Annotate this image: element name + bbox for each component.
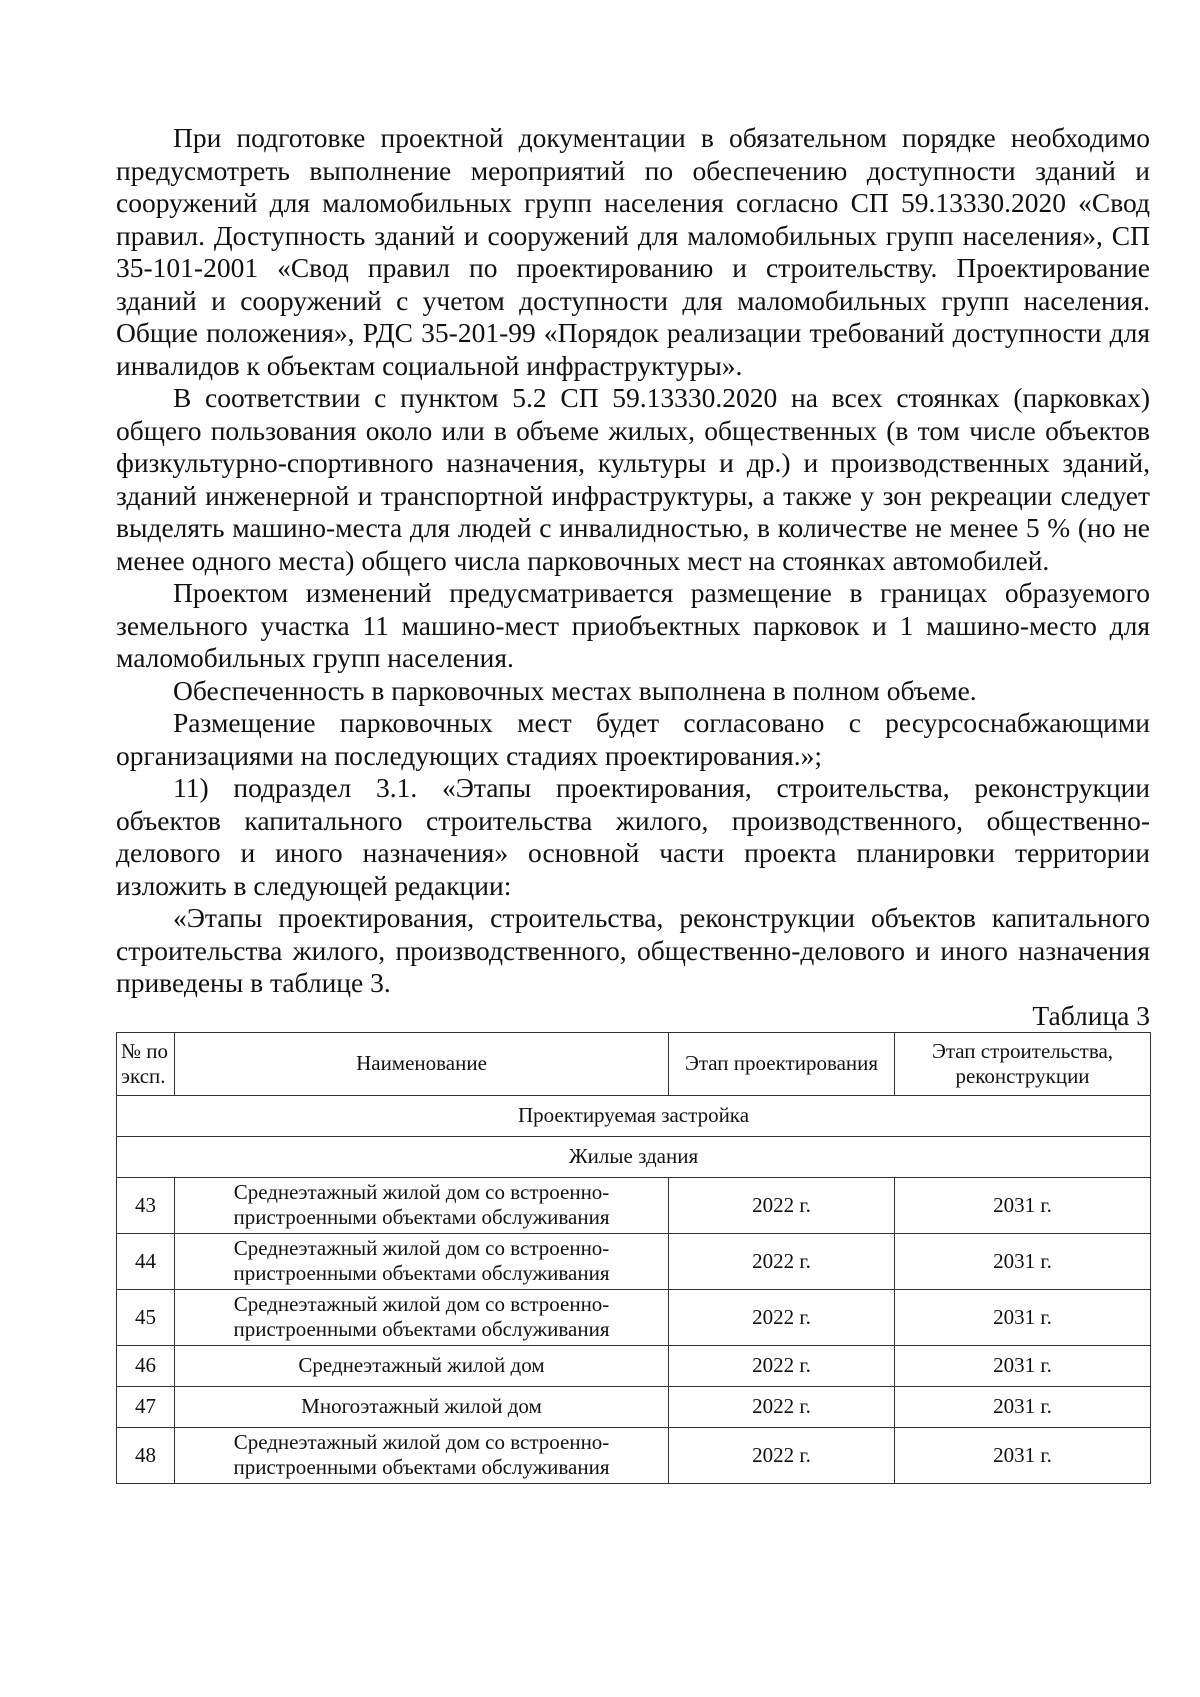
- section-title: Проектируемая застройка: [117, 1095, 1151, 1136]
- header-name: Наименование: [175, 1032, 669, 1095]
- cell-number: 47: [117, 1386, 175, 1427]
- section-row: [117, 1095, 1151, 1136]
- cell-number: 45: [117, 1289, 175, 1345]
- document-page: [116, 122, 1150, 1484]
- cell-construction-stage: 2031 г.: [895, 1386, 1151, 1427]
- paragraph: Размещение парковочных мест будет согласовано с ресурсоснабжающими организациями на последующих стадиях проектирования.»;: [116, 707, 1150, 771]
- paragraph: Обеспеченность в парковочных местах выполнена в полном объеме.: [173, 674, 977, 706]
- table-row: [117, 1345, 1151, 1386]
- cell-name: Среднеэтажный жилой дом со встроенно-пристроенными объектами обслуживания: [175, 1233, 669, 1289]
- paragraph: При подготовке проектной документации в обязательном порядке необходимо предусмотреть выполнение мероприятий по обеспечению доступности зданий и сооружений для маломобильных групп населения согласно СП 59.13330.2020 «Свод правил. Доступность зданий и сооружений для маломобильных групп населения», СП 35-101-2001 «Свод правил по проектированию и строительству. Проектирование зданий и сооружений с учетом доступности для маломобильных групп населения. Общие положения», РДС 35-201-99 «Порядок реализации требований доступности для инвалидов к объектам социальной инфраструктуры».: [116, 122, 1150, 381]
- cell-construction-stage: 2031 г.: [895, 1177, 1151, 1233]
- cell-number: 48: [117, 1427, 175, 1483]
- cell-construction-stage: 2031 г.: [895, 1233, 1151, 1289]
- subsection-title: Жилые здания: [117, 1136, 1151, 1177]
- cell-name: Среднеэтажный жилой дом со встроенно-пристроенными объектами обслуживания: [175, 1177, 669, 1233]
- cell-design-stage: 2022 г.: [669, 1386, 895, 1427]
- header-number: № по эксп.: [117, 1032, 175, 1095]
- header-construction-stage: Этап строительства, реконструкции: [895, 1032, 1151, 1095]
- paragraph: В соответствии с пунктом 5.2 СП 59.13330.2020 на всех стоянках (парковках) общего пользования около или в объеме жилых, общественных (в том числе объектов физкультурно-спортивного назначения, культуры и др.) и производственных зданий, зданий инженерной и транспортной инфраструктуры, а также у зон рекреации следует выделять машино-места для людей с инвалидностью, в количестве не менее 5 % (но не менее одного места) общего числа парковочных мест на стоянках автомобилей.: [116, 382, 1150, 576]
- cell-design-stage: 2022 г.: [669, 1289, 895, 1345]
- table-row: [117, 1386, 1151, 1427]
- subsection-row: [117, 1136, 1151, 1177]
- cell-name: Среднеэтажный жилой дом со встроенно-пристроенными объектами обслуживания: [175, 1289, 669, 1345]
- paragraph: «Этапы проектирования, строительства, реконструкции объектов капитального строительства жилого, производственного, общественно-делового и иного назначения приведены в таблице 3.: [116, 902, 1150, 998]
- cell-construction-stage: 2031 г.: [895, 1427, 1151, 1483]
- cell-construction-stage: 2031 г.: [895, 1345, 1151, 1386]
- cell-name: Среднеэтажный жилой дом со встроенно-пристроенными объектами обслуживания: [175, 1427, 669, 1483]
- cell-number: 44: [117, 1233, 175, 1289]
- cell-design-stage: 2022 г.: [669, 1345, 895, 1386]
- stages-table: [116, 1032, 1151, 1484]
- cell-name: Многоэтажный жилой дом: [175, 1386, 669, 1427]
- cell-construction-stage: 2031 г.: [895, 1289, 1151, 1345]
- table-caption: Таблица 3: [1032, 999, 1150, 1031]
- cell-design-stage: 2022 г.: [669, 1233, 895, 1289]
- cell-design-stage: 2022 г.: [669, 1427, 895, 1483]
- table-row: [117, 1427, 1151, 1483]
- table-row: [117, 1289, 1151, 1345]
- paragraph: 11) подраздел 3.1. «Этапы проектирования, строительства, реконструкции объектов капитального строительства жилого, производственного, общественно-делового и иного назначения» основной части проекта планировки территории изложить в следующей редакции:: [116, 772, 1150, 901]
- cell-name: Среднеэтажный жилой дом: [175, 1345, 669, 1386]
- header-design-stage: Этап проектирования: [669, 1032, 895, 1095]
- table-row: [117, 1233, 1151, 1289]
- table-header-row: [117, 1032, 1151, 1095]
- table-row: [117, 1177, 1151, 1233]
- cell-number: 46: [117, 1345, 175, 1386]
- cell-number: 43: [117, 1177, 175, 1233]
- paragraph: Проектом изменений предусматривается размещение в границах образуемого земельного участка 11 машино-мест приобъектных парковок и 1 машино-место для маломобильных групп населения.: [116, 577, 1150, 673]
- cell-design-stage: 2022 г.: [669, 1177, 895, 1233]
